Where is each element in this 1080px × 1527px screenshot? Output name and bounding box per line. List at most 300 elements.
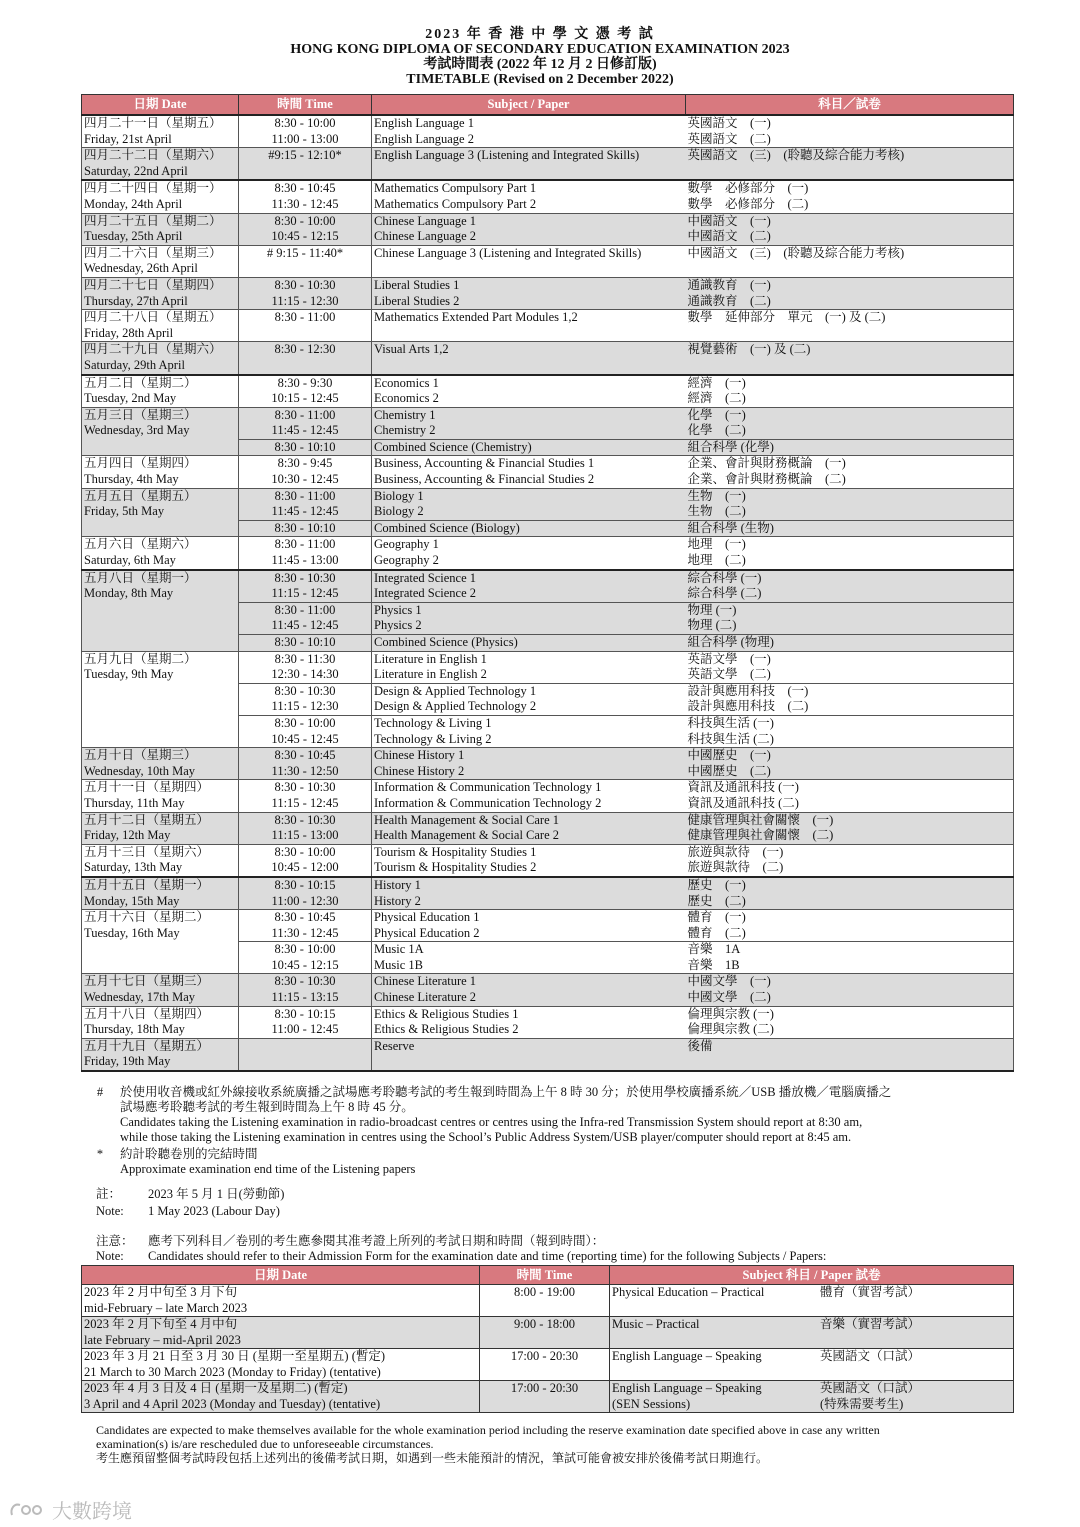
subject-en-cell: Liberal Studies 1: [372, 277, 686, 293]
subject-cn-cell: 中國語文 (三) (聆聽及綜合能力考核): [686, 245, 1014, 261]
date-cell: [82, 439, 239, 456]
subject-en-cell: Health Management & Social Care 1: [372, 812, 686, 828]
practical-time-cell: 8:00 - 19:00: [480, 1285, 610, 1317]
practical-subject-cell: [610, 1285, 1014, 1317]
subject-cn-cell: [686, 164, 1014, 181]
subject-en-cell: Physics 1: [372, 602, 686, 618]
date-cell: Wednesday, 17th May: [82, 990, 239, 1006]
subject-cn-cell: 通識教育 (二): [686, 294, 1014, 310]
practical-subject-cn: (特殊需要考生): [820, 1396, 904, 1411]
practical-date-en: late February – mid-April 2023: [84, 1332, 241, 1347]
subject-en-cell: [372, 358, 686, 375]
timetable-row: [82, 197, 1014, 213]
timetable-row: [82, 537, 1014, 553]
practical-subject-cn: 英國語文（口試）: [820, 1349, 921, 1363]
watermark-logo-icon: [8, 1499, 48, 1521]
timetable-row: [82, 618, 1014, 634]
attention-label-en: Note:: [96, 1249, 124, 1263]
subject-en-cell: Liberal Studies 2: [372, 294, 686, 310]
star-note-cn: 約計聆聽卷別的完結時間: [120, 1147, 258, 1161]
timetable-row: [82, 115, 1014, 132]
date-cell: Friday, 12th May: [82, 828, 239, 844]
subject-cn-cell: 中國語文 (一): [686, 213, 1014, 229]
subject-en-cell: Information & Communication Technology 2: [372, 796, 686, 812]
time-cell: 8:30 - 11:30: [239, 651, 372, 667]
subject-cn-cell: 通識教育 (一): [686, 277, 1014, 293]
footer-note: [96, 1423, 1021, 1465]
practical-subject-cell: [610, 1381, 1014, 1413]
time-cell: 8:30 - 10:30: [239, 277, 372, 293]
time-cell: 8:30 - 10:10: [239, 520, 372, 537]
date-cell: [82, 699, 239, 715]
subtitle-english: TIMETABLE (Revised on 2 December 2022): [406, 72, 674, 87]
timetable-row: [82, 245, 1014, 261]
practical-time-cell: 17:00 - 20:30: [480, 1349, 610, 1381]
date-cell: Friday, 28th April: [82, 326, 239, 342]
subject-cn-cell: 地理 (二): [686, 553, 1014, 570]
time-cell: 8:30 - 11:00: [239, 310, 372, 326]
subject-en-cell: Biology 1: [372, 488, 686, 504]
subject-cn-cell: 歷史 (二): [686, 894, 1014, 910]
time-cell: 8:30 - 10:45: [239, 748, 372, 764]
date-cell: Wednesday, 26th April: [82, 261, 239, 277]
subject-cn-cell: 英國語文 (二): [686, 132, 1014, 148]
subject-en-cell: Visual Arts 1,2: [372, 342, 686, 358]
star-note-en: Approximate examination end time of the Listening papers: [120, 1162, 416, 1176]
date-cell: Saturday, 29th April: [82, 358, 239, 375]
subject-en-cell: Geography 2: [372, 553, 686, 570]
timetable-row: [82, 732, 1014, 748]
subject-cn-cell: 倫理與宗教 (一): [686, 1006, 1014, 1022]
time-cell: 10:15 - 12:45: [239, 391, 372, 407]
date-cell: Wednesday, 10th May: [82, 764, 239, 780]
date-cell: 五月二日（星期二）: [82, 375, 239, 392]
timetable-row: [82, 715, 1014, 731]
date-cell: Monday, 15th May: [82, 894, 239, 910]
practical-subject-cn: 音樂（實習考試）: [820, 1317, 921, 1331]
subject-cn-cell: [686, 261, 1014, 277]
date-cell: 四月二十七日（星期四）: [82, 277, 239, 293]
subject-cn-cell: [686, 326, 1014, 342]
subject-cn-cell: 企業、會計與財務概論 (一): [686, 456, 1014, 472]
time-cell: 11:15 - 13:15: [239, 990, 372, 1006]
date-cell: [82, 520, 239, 537]
subject-cn-cell: 經濟 (二): [686, 391, 1014, 407]
timetable-row: [82, 132, 1014, 148]
time-cell: [239, 1038, 372, 1054]
timetable-row: [82, 407, 1014, 423]
subject-cn-cell: 體育 (一): [686, 910, 1014, 926]
subject-cn-cell: 綜合科學 (二): [686, 586, 1014, 602]
practical-table-row: [82, 1317, 1014, 1349]
date-cell: 四月二十五日（星期二）: [82, 213, 239, 229]
time-cell: 11:00 - 12:30: [239, 894, 372, 910]
timetable-row: [82, 828, 1014, 844]
subject-cn-cell: 生物 (一): [686, 488, 1014, 504]
time-cell: 8:30 - 9:30: [239, 375, 372, 392]
practical-date-cell: [82, 1381, 480, 1413]
footer-en-2: examination(s) is/are rescheduled due to unforeseeable circumstances.: [96, 1437, 434, 1451]
subject-cn-cell: 中國語文 (二): [686, 229, 1014, 245]
time-cell: 12:30 - 14:30: [239, 667, 372, 683]
date-cell: Tuesday, 2nd May: [82, 391, 239, 407]
time-cell: 8:30 - 10:30: [239, 780, 372, 796]
date-cell: [82, 942, 239, 958]
subject-en-cell: Technology & Living 2: [372, 732, 686, 748]
subject-en-cell: Physical Education 1: [372, 910, 686, 926]
timetable: [81, 94, 1014, 1072]
time-cell: 10:45 - 12:00: [239, 860, 372, 877]
note-label-en: Note:: [96, 1204, 124, 1218]
practical-subject-en: English Language – Speaking: [612, 1349, 762, 1363]
subject-cn-cell: 中國歷史 (一): [686, 748, 1014, 764]
attention-text-en: Candidates should refer to their Admission Form for the examination date and time (reporting time) for the following Subjects / Papers:: [148, 1249, 827, 1263]
subject-en-cell: [372, 261, 686, 277]
timetable-row: [82, 942, 1014, 958]
timetable-row: [82, 958, 1014, 974]
practical-subject-en: Physical Education – Practical: [612, 1285, 765, 1299]
time-cell: 11:00 - 13:00: [239, 132, 372, 148]
timetable-row: [82, 180, 1014, 197]
timetable-row: [82, 261, 1014, 277]
date-cell: 四月二十六日（星期三）: [82, 245, 239, 261]
time-cell: [239, 358, 372, 375]
timetable-row: [82, 488, 1014, 504]
time-cell: 8:30 - 10:00: [239, 115, 372, 132]
subject-cn-cell: 中國文學 (一): [686, 974, 1014, 990]
attention-label-cn: 注意：: [96, 1234, 134, 1248]
timetable-row: [82, 974, 1014, 990]
timetable-row: [82, 148, 1014, 164]
subject-en-cell: Economics 1: [372, 375, 686, 392]
date-cell: 五月八日（星期一）: [82, 570, 239, 587]
date-cell: 五月十五日（星期一）: [82, 877, 239, 894]
subject-cn-cell: 科技與生活 (一): [686, 715, 1014, 731]
timetable-row: [82, 877, 1014, 894]
date-cell: Monday, 24th April: [82, 197, 239, 213]
practical-subject-en: (SEN Sessions): [612, 1396, 691, 1411]
subject-cn-cell: 英語文學 (二): [686, 667, 1014, 683]
date-cell: 五月十一日（星期四）: [82, 780, 239, 796]
time-cell: 8:30 - 10:15: [239, 877, 372, 894]
practical-date-en: 3 April and 4 April 2023 (Monday and Tuesday) (tentative): [84, 1396, 381, 1411]
timetable-row: [82, 229, 1014, 245]
subject-en-cell: Combined Science (Chemistry): [372, 439, 686, 456]
practical-date-cn: 2023 年 4 月 3 日及 4 日 (星期一及星期二) (暫定): [84, 1381, 348, 1395]
date-cell: 五月六日（星期六）: [82, 537, 239, 553]
subject-cn-cell: 旅遊與款待 (一): [686, 844, 1014, 860]
date-cell: Friday, 21st April: [82, 132, 239, 148]
timetable-row: [82, 456, 1014, 472]
subject-en-cell: Chinese Literature 1: [372, 974, 686, 990]
subject-cn-cell: 中國歷史 (二): [686, 764, 1014, 780]
subject-en-cell: Mathematics Compulsory Part 2: [372, 197, 686, 213]
date-cell: 四月二十二日（星期六）: [82, 148, 239, 164]
admission-note: [96, 1234, 1036, 1264]
time-cell: 8:30 - 10:30: [239, 570, 372, 587]
date-cell: Tuesday, 25th April: [82, 229, 239, 245]
subject-en-cell: [372, 1054, 686, 1071]
subject-en-cell: Health Management & Social Care 2: [372, 828, 686, 844]
timetable-row: [82, 764, 1014, 780]
date-cell: 五月十日（星期三）: [82, 748, 239, 764]
subject-en-cell: History 2: [372, 894, 686, 910]
timetable-row: [82, 213, 1014, 229]
timetable-row: [82, 651, 1014, 667]
subject-en-cell: Chinese History 2: [372, 764, 686, 780]
subject-cn-cell: 視覺藝術 (一) 及 (二): [686, 342, 1014, 358]
subject-cn-cell: 旅遊與款待 (二): [686, 860, 1014, 877]
subject-cn-cell: 倫理與宗教 (二): [686, 1022, 1014, 1038]
watermark: [8, 1495, 132, 1524]
time-cell: 11:15 - 13:00: [239, 828, 372, 844]
subject-cn-cell: 組合科學 (生物): [686, 520, 1014, 537]
time-cell: 8:30 - 10:10: [239, 635, 372, 652]
date-cell: Friday, 5th May: [82, 504, 239, 520]
practical-date-en: mid-February – late March 2023: [84, 1300, 248, 1315]
date-cell: 五月十七日（星期三）: [82, 974, 239, 990]
subject-en-cell: Chemistry 2: [372, 423, 686, 439]
subject-cn-cell: 數學 必修部分 (二): [686, 197, 1014, 213]
subject-en-cell: Tourism & Hospitality Studies 2: [372, 860, 686, 877]
subject-en-cell: History 1: [372, 877, 686, 894]
timetable-row: [82, 683, 1014, 699]
header-subject: Subject / Paper: [372, 95, 686, 116]
time-cell: 11:15 - 12:30: [239, 699, 372, 715]
time-cell: [239, 164, 372, 181]
date-cell: [82, 958, 239, 974]
practical-date-cell: [82, 1349, 480, 1381]
subject-en-cell: Reserve: [372, 1038, 686, 1054]
subject-en-cell: Chinese Language 3 (Listening and Integrated Skills): [372, 245, 686, 261]
subject-cn-cell: 企業、會計與財務概論 (二): [686, 472, 1014, 488]
time-cell: 8:30 - 10:15: [239, 1006, 372, 1022]
timetable-row: [82, 1054, 1014, 1071]
subject-en-cell: Geography 1: [372, 537, 686, 553]
date-cell: Thursday, 18th May: [82, 1022, 239, 1038]
timetable-row: [82, 860, 1014, 877]
note-label-cn: 註：: [96, 1187, 122, 1201]
hash-note-en-2: while those taking the Listening examination in centres using the School’s Public Address System/USB player/computer should report at 8:45 am.: [120, 1130, 852, 1144]
date-cell: 五月三日（星期三）: [82, 407, 239, 423]
subject-en-cell: Ethics & Religious Studies 2: [372, 1022, 686, 1038]
practical-subject-cell: [610, 1349, 1014, 1381]
timetable-row: [82, 699, 1014, 715]
subject-en-cell: English Language 1: [372, 115, 686, 132]
date-cell: [82, 635, 239, 652]
subject-cn-cell: 化學 (一): [686, 407, 1014, 423]
timetable-row: [82, 667, 1014, 683]
date-cell: 五月四日（星期四）: [82, 456, 239, 472]
date-cell: Thursday, 11th May: [82, 796, 239, 812]
practical-time-cell: 9:00 - 18:00: [480, 1317, 610, 1349]
subject-en-cell: Combined Science (Physics): [372, 635, 686, 652]
subject-en-cell: Chinese Language 1: [372, 213, 686, 229]
sec-header-date: 日期 Date: [82, 1266, 480, 1285]
practical-date-en: 21 March to 30 March 2023 (Monday to Friday) (tentative): [84, 1364, 381, 1379]
subject-en-cell: Business, Accounting & Financial Studies 1: [372, 456, 686, 472]
practical-date-cell: [82, 1285, 480, 1317]
date-cell: 五月五日（星期五）: [82, 488, 239, 504]
subject-cn-cell: 物理 (一): [686, 602, 1014, 618]
timetable-row: [82, 1006, 1014, 1022]
time-cell: 11:45 - 12:45: [239, 423, 372, 439]
header-time: 時間 Time: [239, 95, 372, 116]
subject-cn-cell: 組合科學 (物理): [686, 635, 1014, 652]
header-subject-cn: 科目／試卷: [686, 95, 1014, 116]
hash-note-cn-2: 試場應考聆聽考試的考生報到時間為上午 8 時 45 分。: [120, 1100, 414, 1114]
title-english: HONG KONG DIPLOMA OF SECONDARY EDUCATION EXAMINATION 2023: [290, 42, 790, 57]
subject-cn-cell: 中國文學 (二): [686, 990, 1014, 1006]
practical-subject-cn: 英國語文（口試）: [820, 1381, 921, 1395]
timetable-row: [82, 894, 1014, 910]
subject-cn-cell: 地理 (一): [686, 537, 1014, 553]
timetable-row: [82, 586, 1014, 602]
date-cell: 四月二十八日（星期五）: [82, 310, 239, 326]
time-cell: 10:45 - 12:15: [239, 958, 372, 974]
practical-table-header-row: [82, 1266, 1014, 1285]
subject-cn-cell: 生物 (二): [686, 504, 1014, 520]
practical-date-cn: 2023 年 2 月中旬至 3 月下旬: [84, 1285, 238, 1299]
time-cell: 8:30 - 10:45: [239, 910, 372, 926]
date-cell: 四月二十一日（星期五）: [82, 115, 239, 132]
subject-cn-cell: 設計與應用科技 (一): [686, 683, 1014, 699]
timetable-row: [82, 844, 1014, 860]
hash-marker: #: [96, 1085, 104, 1099]
time-cell: 8:30 - 10:00: [239, 844, 372, 860]
subject-en-cell: Literature in English 1: [372, 651, 686, 667]
time-cell: 8:30 - 11:00: [239, 407, 372, 423]
practical-subject-en: Music – Practical: [612, 1317, 700, 1331]
date-cell: [82, 732, 239, 748]
attention-text-cn: 應考下列科目／卷別的考生應參閱其准考證上所列的考試日期和時間（報到時間）：: [148, 1234, 605, 1248]
subject-en-cell: Chinese Literature 2: [372, 990, 686, 1006]
timetable-row: [82, 602, 1014, 618]
subject-en-cell: Literature in English 2: [372, 667, 686, 683]
subject-en-cell: Integrated Science 2: [372, 586, 686, 602]
practical-subject-cell: [610, 1317, 1014, 1349]
date-cell: Saturday, 13th May: [82, 860, 239, 877]
time-cell: 11:45 - 12:45: [239, 504, 372, 520]
footer-cn: 考生應預留整個考試時段包括上述列出的後備考試日期，如遇到一些未能預計的情況，筆試可能會被安排於後備考試日期進行。: [96, 1451, 769, 1465]
time-cell: 8:30 - 10:30: [239, 683, 372, 699]
footer-en-1: Candidates are expected to make themselves available for the whole examination period including the reserve examination date specified above in case any written: [96, 1423, 880, 1437]
date-cell: 五月九日（星期二）: [82, 651, 239, 667]
time-cell: 11:30 - 12:50: [239, 764, 372, 780]
date-cell: Monday, 8th May: [82, 586, 239, 602]
practical-time-cell: 17:00 - 20:30: [480, 1381, 610, 1413]
time-cell: 8:30 - 12:30: [239, 342, 372, 358]
subject-en-cell: English Language 2: [372, 132, 686, 148]
subject-en-cell: Biology 2: [372, 504, 686, 520]
time-cell: 8:30 - 10:30: [239, 812, 372, 828]
subject-en-cell: Chinese History 1: [372, 748, 686, 764]
subject-en-cell: Technology & Living 1: [372, 715, 686, 731]
document-header: [0, 27, 1080, 87]
timetable-row: [82, 748, 1014, 764]
timetable-row: [82, 635, 1014, 652]
subject-cn-cell: 物理 (二): [686, 618, 1014, 634]
subject-en-cell: Mathematics Extended Part Modules 1,2: [372, 310, 686, 326]
subject-en-cell: Chinese Language 2: [372, 229, 686, 245]
date-cell: Wednesday, 3rd May: [82, 423, 239, 439]
time-cell: 8:30 - 9:45: [239, 456, 372, 472]
subject-cn-cell: 英語文學 (一): [686, 651, 1014, 667]
subject-cn-cell: [686, 358, 1014, 375]
timetable-row: [82, 780, 1014, 796]
date-cell: 四月二十四日（星期一）: [82, 180, 239, 197]
time-cell: 11:45 - 12:45: [239, 618, 372, 634]
timetable-header-row: [82, 95, 1014, 116]
subject-cn-cell: 綜合科學 (一): [686, 570, 1014, 587]
subject-en-cell: Physics 2: [372, 618, 686, 634]
subject-cn-cell: 後備: [686, 1038, 1014, 1054]
subject-cn-cell: 資訊及通訊科技 (一): [686, 780, 1014, 796]
time-cell: 8:30 - 10:00: [239, 213, 372, 229]
date-cell: Tuesday, 16th May: [82, 926, 239, 942]
subject-en-cell: Music 1B: [372, 958, 686, 974]
timetable-row: [82, 926, 1014, 942]
subject-cn-cell: 英國語文 (三) (聆聽及綜合能力考核): [686, 148, 1014, 164]
time-cell: 8:30 - 10:30: [239, 974, 372, 990]
subject-en-cell: Economics 2: [372, 391, 686, 407]
date-cell: Thursday, 4th May: [82, 472, 239, 488]
practical-subject-en: English Language – Speaking: [612, 1381, 762, 1395]
date-cell: 五月十三日（星期六）: [82, 844, 239, 860]
time-cell: 8:30 - 11:00: [239, 537, 372, 553]
title-chinese: 2023 年 香 港 中 學 文 憑 考 試: [425, 27, 655, 42]
time-cell: 11:15 - 12:45: [239, 586, 372, 602]
watermark-text: 大數跨境: [52, 1499, 132, 1523]
timetable-row: [82, 570, 1014, 587]
date-cell: [82, 683, 239, 699]
practical-table-row: [82, 1349, 1014, 1381]
time-cell: 11:45 - 13:00: [239, 553, 372, 570]
timetable-row: [82, 472, 1014, 488]
timetable-row: [82, 277, 1014, 293]
timetable-row: [82, 812, 1014, 828]
timetable-row: [82, 164, 1014, 181]
time-cell: #9:15 - 12:10*: [239, 148, 372, 164]
date-cell: 五月十六日（星期二）: [82, 910, 239, 926]
date-cell: [82, 618, 239, 634]
subject-cn-cell: 健康管理與社會關懷 (一): [686, 812, 1014, 828]
time-cell: 11:15 - 12:45: [239, 796, 372, 812]
subject-cn-cell: 音樂 1B: [686, 958, 1014, 974]
timetable-row: [82, 310, 1014, 326]
sec-header-subject: Subject 科目 / Paper 試卷: [610, 1266, 1014, 1285]
practical-oral-table: [81, 1265, 1014, 1413]
timetable-row: [82, 520, 1014, 537]
time-cell: 8:30 - 11:00: [239, 602, 372, 618]
time-cell: 8:30 - 11:00: [239, 488, 372, 504]
subject-en-cell: Music 1A: [372, 942, 686, 958]
timetable-row: [82, 796, 1014, 812]
date-cell: 五月十二日（星期五）: [82, 812, 239, 828]
subject-en-cell: Physical Education 2: [372, 926, 686, 942]
time-cell: 11:30 - 12:45: [239, 926, 372, 942]
date-cell: Friday, 19th May: [82, 1054, 239, 1071]
subject-en-cell: Tourism & Hospitality Studies 1: [372, 844, 686, 860]
timetable-row: [82, 1038, 1014, 1054]
timetable-row: [82, 375, 1014, 392]
subject-en-cell: [372, 164, 686, 181]
practical-date-cn: 2023 年 3 月 21 日至 3 月 30 日 (星期一至星期五) (暫定): [84, 1349, 386, 1363]
subject-en-cell: [372, 326, 686, 342]
subject-cn-cell: 數學 必修部分 (一): [686, 180, 1014, 197]
timetable-row: [82, 553, 1014, 570]
date-cell: 四月二十九日（星期六）: [82, 342, 239, 358]
